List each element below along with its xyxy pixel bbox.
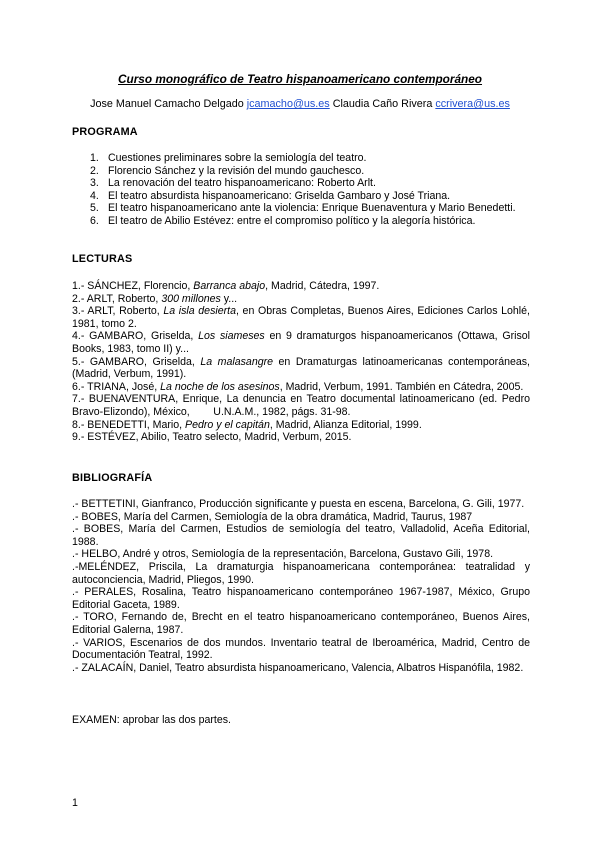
item-number: 2. <box>90 164 99 177</box>
list-item <box>90 165 530 178</box>
list-item: .- PERALES, Rosalina, Teatro hispanoamericano contemporáneo 1967-1987, México, Grupo Editorial Gaceta, 1989. <box>72 586 530 611</box>
document-title: Curso monográfico de Teatro hispanoamericano contemporáneo <box>117 72 483 86</box>
ref-text: en 9 dramaturgos hispanoamericanos (Ottawa, Grisol Books, 1983, tomo II) y... <box>72 330 530 355</box>
author-2: Claudia Caño Rivera <box>332 98 433 110</box>
list-item <box>90 215 530 228</box>
bibliografia-heading: BIBLIOGRAFÍA <box>72 472 153 484</box>
bibliografia-list <box>72 498 530 674</box>
ref-text: 6.- TRIANA, José, <box>72 380 161 393</box>
list-item: .- VARIOS, Escenarios de dos mundos. Inventario teatral de Iberoamérica, Madrid, Centro de Documentación Teatral, 1992. <box>72 636 530 662</box>
list-item: .- HELBO, André y otros, Semiología de la representación, Barcelona, Gustavo Gili, 1978. <box>72 548 494 561</box>
ref-text: 8.- BENEDETTI, Mario, <box>72 418 186 431</box>
list-item <box>90 177 530 190</box>
ref-text: , en Obras Completas, Buenos Aires, Ediciones Carlos Lohlé, 1981, tomo 2. <box>72 305 530 330</box>
list-item: .- BOBES, María del Carmen, Estudios de semiología del teatro, Valladolid, Aceña Editorial, 1988. <box>72 523 530 548</box>
item-number: 3. <box>90 177 99 190</box>
ref-text: 3.- ARLT, Roberto, <box>72 305 164 318</box>
ref-title: La malasangre <box>200 355 274 368</box>
email-link-2[interactable]: ccrivera@us.es <box>435 98 510 110</box>
list-item: .-MELÉNDEZ, Priscila, La dramaturgia hispanoamericana contemporánea: teatralidad y autoconciencia, Madrid, Pliegos, 1990. <box>72 560 530 586</box>
item-number: 5. <box>90 202 99 215</box>
list-item <box>72 356 530 381</box>
item-text: El teatro absurdista hispanoamericano: Griselda Gambaro y José Triana. <box>108 189 451 202</box>
ref-title: Barranca abajo <box>193 280 266 292</box>
list-item <box>90 190 530 203</box>
lecturas-heading: LECTURAS <box>72 253 133 265</box>
ref-text: , Madrid, Cátedra, 1997. <box>265 280 380 292</box>
list-item <box>90 152 530 165</box>
ref-title: Los siameses <box>198 330 265 343</box>
ref-title: 300 millones <box>161 292 221 305</box>
list-item: .- ZALACAÍN, Daniel, Teatro absurdista hispanoamericano, Valencia, Albatros Hispanófila, 1982. <box>72 661 524 674</box>
ref-title: La isla desierta <box>163 305 236 318</box>
item-text: El teatro de Abilio Estévez: entre el compromiso político y la alegoría histórica. <box>108 214 476 227</box>
item-text: Florencio Sánchez y la revisión del mundo gauchesco. <box>108 164 365 177</box>
item-text: La renovación del teatro hispanoamericano: Roberto Arlt. <box>108 177 376 190</box>
item-number: 6. <box>90 214 99 227</box>
ref-title: La noche de los asesinos <box>160 380 280 393</box>
ref-text: 1.- SÁNCHEZ, Florencio, <box>72 280 194 292</box>
list-item <box>72 419 530 432</box>
programa-heading: PROGRAMA <box>72 126 138 138</box>
ref-text: 9.- ESTÉVEZ, Abilio, Teatro selecto, Madrid, Verbum, 2015. <box>72 431 352 444</box>
item-number: 4. <box>90 189 99 202</box>
ref-text: , Madrid, Verbum, 1991. También en Cátedra, 2005. <box>279 380 524 393</box>
lecturas-list <box>72 280 533 444</box>
item-text: El teatro hispanoamericano ante la violencia: Enrique Buenaventura y Mario Benedetti. <box>108 202 516 215</box>
ref-text: 5.- GAMBARO, Griselda, <box>72 355 201 368</box>
list-item <box>72 280 530 293</box>
ref-text: 7.- BUENAVENTURA, Enrique, La denuncia en Teatro documental latinoamericano (ed. Pedro Bravo-Elizondo), México, U.N.A.M., 1982, págs. 31-98. <box>72 393 533 418</box>
list-item <box>72 293 530 306</box>
ref-text: 2.- ARLT, Roberto, <box>72 292 162 305</box>
programa-list <box>90 152 530 228</box>
list-item <box>72 393 533 418</box>
list-item <box>72 330 530 355</box>
authors-line <box>0 98 600 110</box>
examen-note: EXAMEN: aprobar las dos partes. <box>72 714 231 726</box>
email-link-1[interactable]: jcamacho@us.es <box>246 98 330 110</box>
ref-text: , Madrid, Alianza Editorial, 1999. <box>269 418 422 431</box>
ref-text: 4.- GAMBARO, Griselda, <box>72 330 199 343</box>
ref-title: Pedro y el capitán <box>185 418 270 431</box>
item-number: 1. <box>90 152 99 164</box>
ref-text: en Dramaturgas latinoamericanas contemporáneas, (Madrid, Verbum, 1991). <box>72 355 531 381</box>
list-item <box>72 381 530 394</box>
author-1: Jose Manuel Camacho Delgado <box>90 98 244 110</box>
list-item <box>72 305 530 330</box>
page-number: 1 <box>72 797 78 809</box>
ref-text: y... <box>220 292 238 305</box>
list-item: .- BOBES, María del Carmen, Semiología de la obra dramática, Madrid, Taurus, 1987 <box>72 510 473 523</box>
item-text: Cuestiones preliminares sobre la semiología del teatro. <box>108 152 367 164</box>
list-item <box>90 202 530 215</box>
list-item: .- BETTETINI, Gianfranco, Producción significante y puesta en escena, Barcelona, G. Gili, 1977. <box>72 498 525 510</box>
list-item <box>72 431 530 444</box>
list-item: .- TORO, Fernando de, Brecht en el teatro hispanoamericano contemporáneo, Buenos Aires, Editorial Galerna, 1987. <box>72 611 530 636</box>
